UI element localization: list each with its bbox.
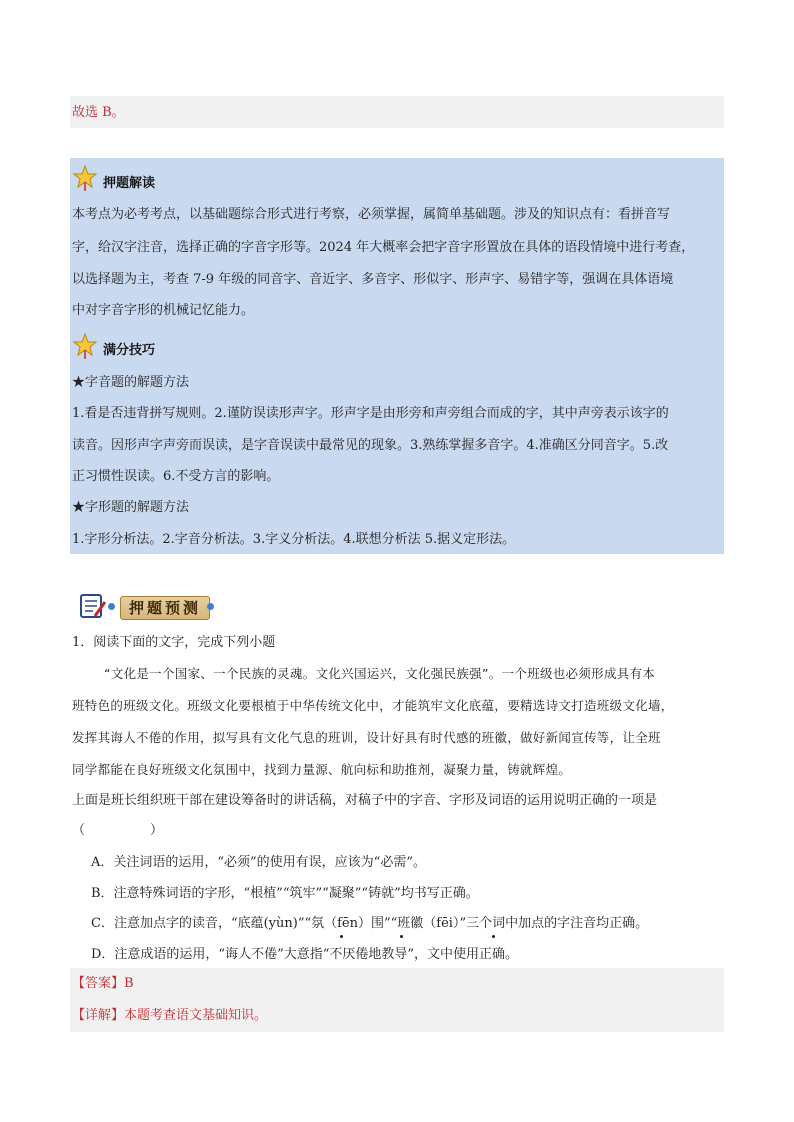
- question-prompt: 上面是班长组织班干部在建设筹备时的讲话稿，对稿子中的字音、字形及词语的运用说明正确的一项是: [72, 793, 658, 808]
- tips-line: 读音。因形声字声旁而误读，是字音误读中最常见的现象。3.熟练掌握多音字。4.准确区分同音字。5.改: [72, 438, 669, 453]
- tips-subheading: ★字音题的解题方法: [72, 375, 190, 390]
- option-a: A．关注词语的运用，“必须”的使用有误，应该为“必需”。: [91, 855, 426, 870]
- emphasis-dot: [400, 935, 403, 938]
- bullet-dot-icon: [108, 603, 115, 610]
- passage-line: 同学都能在良好班级文化氛围中，找到力量源、航向标和助推剂，凝聚力量，铸就辉煌。: [72, 762, 572, 777]
- section-title-analysis: 押题解读: [103, 176, 156, 191]
- answer-value: B: [124, 976, 134, 991]
- option-c: C．注意加点字的读音，“底蕴(yùn)”“氛（fēn）围”“班徽（fēi）”三个词中加点的字注音均正确。: [91, 916, 649, 931]
- notebook-icon: [78, 592, 108, 620]
- passage-line: 发挥其诲人不倦的作用，拟写具有文化气息的班训，设计好具有时代感的班徽，做好新闻宣传等，让全班: [72, 730, 661, 745]
- bullet-dot-icon: [207, 603, 214, 610]
- answer-line: [72, 974, 134, 994]
- answer-label: 【答案】: [72, 976, 125, 991]
- detail-line: [72, 1006, 267, 1026]
- section-banner: 押题预测: [120, 596, 210, 620]
- detail-text: 本题考查语文基础知识。: [124, 1008, 268, 1023]
- passage-line: 班特色的班级文化。班级文化要根植于中华传统文化中，才能筑牢文化底蕴，要精选诗文打造班级文化墙，: [72, 698, 674, 713]
- answer-paren: （ ）: [72, 823, 164, 838]
- option-b: B．注意特殊词语的字形，“根植”“筑牢”“凝聚”“铸就”均书写正确。: [91, 886, 479, 901]
- answer-box-top: [70, 96, 724, 128]
- analysis-line: 中对字音字形的机械记忆能力。: [72, 303, 255, 318]
- tips-subheading: ★字形题的解题方法: [72, 500, 190, 515]
- option-d: D．注意成语的运用，“诲人不倦”大意指“不厌倦地教导”，文中使用正确。: [91, 947, 519, 962]
- analysis-line: 本考点为必考考点，以基础题综合形式进行考察，必须掌握，属简单基础题。涉及的知识点有：看拼音写: [72, 207, 671, 222]
- tips-line: 1.字形分析法。2.字音分析法。3.字义分析法。4.联想分析法 5.据义定形法。: [72, 532, 516, 547]
- section-title-tips: 满分技巧: [103, 343, 156, 358]
- analysis-line: 字，给汉字注音，选择正确的字音字形等。2024 年大概率会把字音字形置放在具体的语段情境中进行考查，: [72, 240, 695, 255]
- analysis-line: 以选择题为主，考查 7-9 年级的同音字、音近字、多音字、形似字、形声字、易错字等，强调在具体语境: [72, 272, 674, 287]
- tips-line: 1.看是否违背拼写规则。2.谨防误读形声字。形声字是由形旁和声旁组合而成的字，其中声旁表示该字的: [72, 406, 669, 421]
- star-icon: [72, 332, 98, 360]
- detail-label: 【详解】: [72, 1008, 125, 1023]
- emphasis-dot: [492, 935, 495, 938]
- top-answer-text: 故选 B。: [72, 105, 125, 120]
- tips-line: 正习惯性误读。6.不受方言的影响。: [72, 469, 280, 484]
- emphasis-dot: [340, 935, 343, 938]
- passage-line: “文化是一个国家、一个民族的灵魂。文化兴国运兴，文化强民族强”。一个班级也必须形成具有本: [104, 666, 656, 681]
- question-stem: 1．阅读下面的文字，完成下列小题: [72, 635, 276, 650]
- star-icon: [72, 164, 98, 192]
